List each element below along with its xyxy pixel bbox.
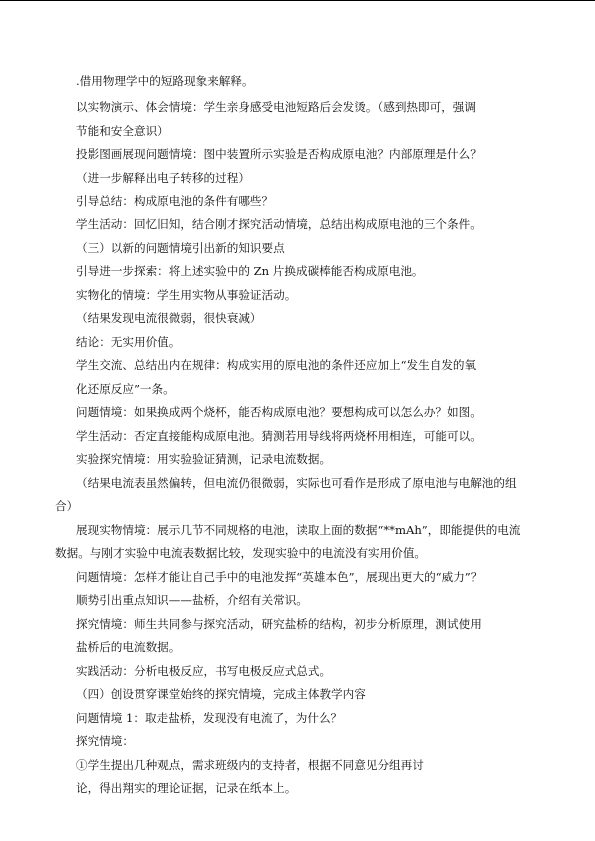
text-line: 实验探究情境：用实验验证猜测，记录电流数据。 [76,452,332,466]
text-line: 盐桥后的电流数据。 [76,640,181,654]
text-line: 问题情境 1：取走盐桥，发现没有电流了，为什么？ [76,711,343,725]
text-line: 探究情境： [76,734,134,748]
text-line: 节能和安全意识） [76,124,169,138]
text-line: 数据。与刚才实验中电流表数据比较，发现实验中的电流没有实用价值。 [55,546,427,560]
text-line: 问题情境：如果换成两个烧杯，能否构成原电池？要想构成可以怎么办？如图。 [76,405,482,419]
text-line: 以实物演示、体会情境：学生亲身感受电池短路后会发烫。（感到热即可，强调 [76,100,476,114]
text-line: 探究情境：师生共同参与探究活动，研究盐桥的结构，初步分析原理，测试使用 [76,617,482,631]
text-line: 引导进一步探索：将上述实验中的 Zn 片换成碳棒能否构成原电池。 [76,264,424,278]
text-line: 学生活动：否定直接能构成原电池。猜测若用导线将两烧杯用相连，可能可以。 [76,429,482,443]
text-line: .借用物理学中的短路现象来解释。 [76,74,254,88]
text-line: ①学生提出几种观点，需求班级内的支持者，根据不同意见分组再讨 [76,758,424,772]
text-line: 引导总结：构成原电池的条件有哪些？ [76,194,274,208]
text-line: 合） [55,499,79,513]
text-line: 化还原反应”一条。 [76,382,175,396]
text-line: 学生交流、总结出内在规律：构成实用的原电池的条件还应加上“发生自发的氧 [76,358,477,372]
text-line: 顺势引出重点知识——盐桥，介绍有关常识。 [76,593,308,607]
text-line: 实物化的情境：学生用实物从事验证活动。 [76,288,297,302]
text-line: 结论：无实用价值。 [76,335,181,349]
text-line: 投影图画展现问题情境：图中装置所示实验是否构成原电池？内部原理是什么？ [76,147,482,161]
section-heading: （三）以新的问题情境引出新的知识要点 [76,241,285,255]
text-line: 实践活动：分析电极反应，书写电极反应式总式。 [76,664,332,678]
text-line: 展现实物情境：展示几节不同规格的电池，读取上面的数据“**mAh”，即能提供的电流 [76,523,521,537]
text-line: （结果电流表虽然偏转，但电流仍很微弱，实际也可看作是形成了原电池与电解池的组 [76,476,517,490]
text-line: 论，得出翔实的理论证据，记录在纸本上。 [76,781,297,795]
section-heading: （四）创设贯穿课堂始终的探究情境，完成主体教学内容 [76,687,366,701]
text-line: （进一步解释出电子转移的过程） [76,171,250,185]
text-line: （结果发现电流很微弱，很快衰减） [76,311,262,325]
text-line: 问题情境：怎样才能让自己手中的电池发挥“英雄本色”，展现出更大的“威力”？ [76,570,483,584]
text-line: 学生活动：回忆旧知，结合刚才探究活动情境，总结出构成原电池的三个条件。 [76,217,482,231]
